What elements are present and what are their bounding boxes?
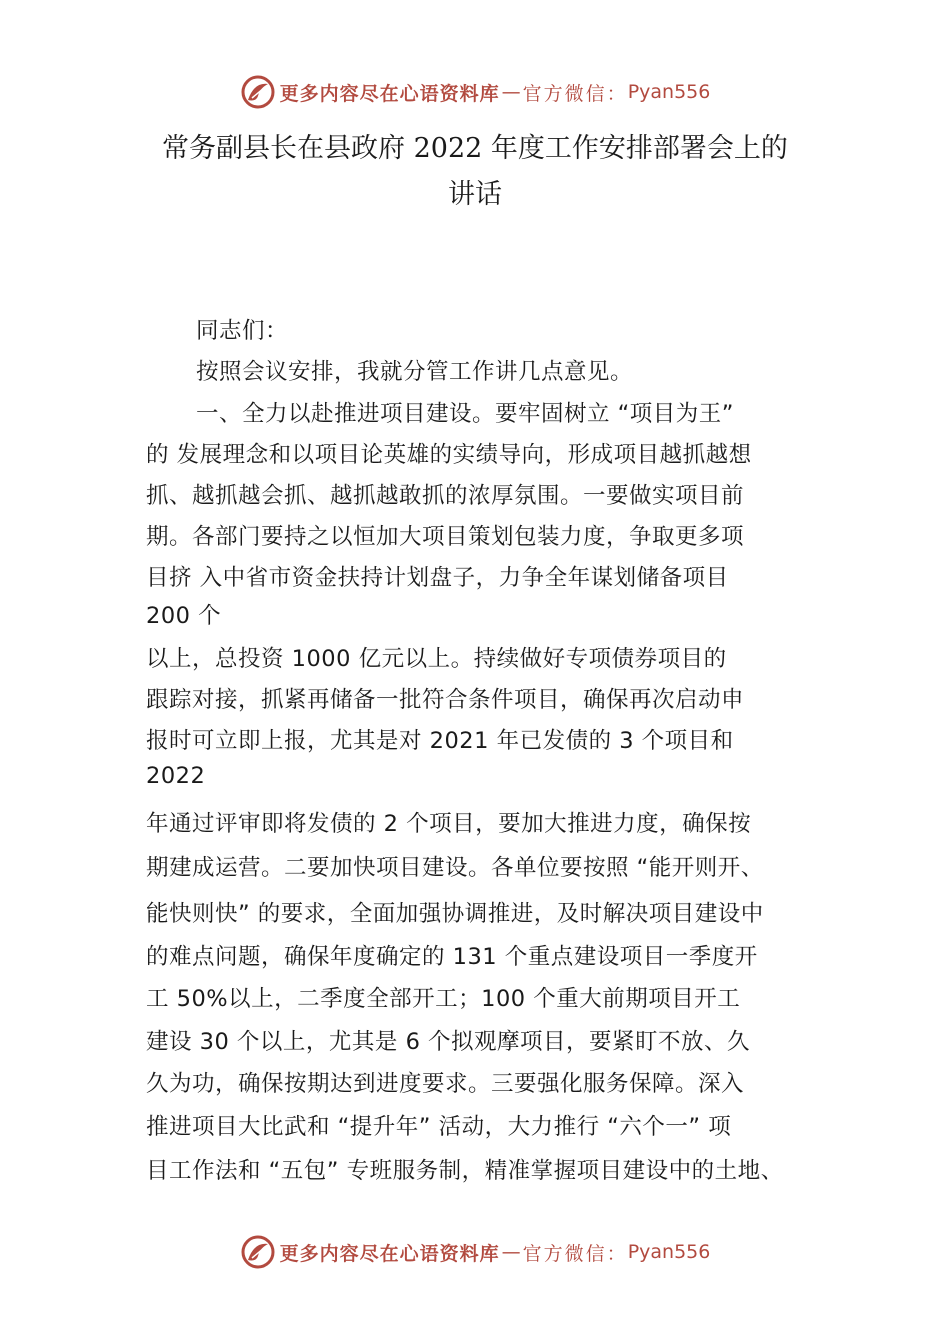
text-line: 建设 30 个以上，尤其是 6 个拟观摩项目，要紧盯不放、久 [146, 1029, 751, 1055]
text-line: 期建成运营。二要加快项目建设。各单位要按照 “能开则开、 [146, 855, 764, 881]
page-title [100, 126, 850, 218]
banner-wechat-label: 官方微信： [522, 82, 628, 105]
text-line: 2022 [146, 763, 206, 789]
text-line: 200 个 [146, 603, 222, 629]
text-line: 同志们： [196, 318, 289, 344]
title-line-2: 讲话 [448, 179, 502, 210]
brand-logo-icon [240, 1234, 276, 1270]
banner-brand-text: 更多内容尽在心语资料库 [279, 82, 500, 105]
text-line: 的难点问题，确保年度确定的 131 个重点建设项目一季度开 [146, 944, 758, 970]
text-line: 久为功，确保按期达到进度要求。三要强化服务保障。深入 [146, 1071, 745, 1097]
text-line: 推进项目大比武和 “提升年” 活动，大力推行 “六个一” 项 [146, 1114, 732, 1140]
text-line: 报时可立即上报，尤其是对 2021 年已发债的 3 个项目和 [146, 728, 734, 754]
text-line: 按照会议安排，我就分管工作讲几点意见。 [196, 359, 634, 385]
text-line: 跟踪对接，抓紧再储备一批符合条件项目，确保再次启动申 [146, 687, 745, 713]
banner-separator: — [501, 1241, 521, 1263]
header-watermark-banner [0, 72, 950, 112]
brand-logo-icon [240, 74, 276, 110]
banner-brand-text: 更多内容尽在心语资料库 [279, 1242, 500, 1265]
text-line: 期。各部门要持之以恒加大项目策划包装力度，争取更多项 [146, 524, 745, 550]
footer-watermark-banner [0, 1232, 950, 1272]
text-line: 目挤 入中省市资金扶持计划盘子，力争全年谋划储备项目 [146, 565, 729, 591]
banner-separator: — [501, 81, 521, 103]
text-line: 目工作法和 “五包” 专班服务制，精准掌握项目建设中的土地、 [146, 1158, 784, 1184]
banner-wechat-label: 官方微信： [522, 1242, 628, 1265]
title-line-1: 常务副县长在县政府 2022 年度工作安排部署会上的 [162, 133, 788, 164]
text-line: 一、全力以赴推进项目建设。要牢固树立 “项目为王” [196, 401, 734, 427]
banner-account: Pyan556 [627, 81, 711, 103]
text-line: 能快则快” 的要求，全面加强协调推进，及时解决项目建设中 [146, 901, 764, 927]
text-line: 的 发展理念和以项目论英雄的实绩导向，形成项目越抓越想 [146, 442, 752, 468]
text-line: 工 50%以上，二季度全部开工；100 个重大前期项目开工 [146, 986, 741, 1012]
text-line: 以上，总投资 1000 亿元以上。持续做好专项债券项目的 [146, 646, 727, 672]
text-line: 年通过评审即将发债的 2 个项目，要加大推进力度，确保按 [146, 811, 752, 837]
text-line: 抓、越抓越会抓、越抓越敢抓的浓厚氛围。一要做实项目前 [146, 483, 745, 509]
banner-account: Pyan556 [627, 1241, 711, 1263]
